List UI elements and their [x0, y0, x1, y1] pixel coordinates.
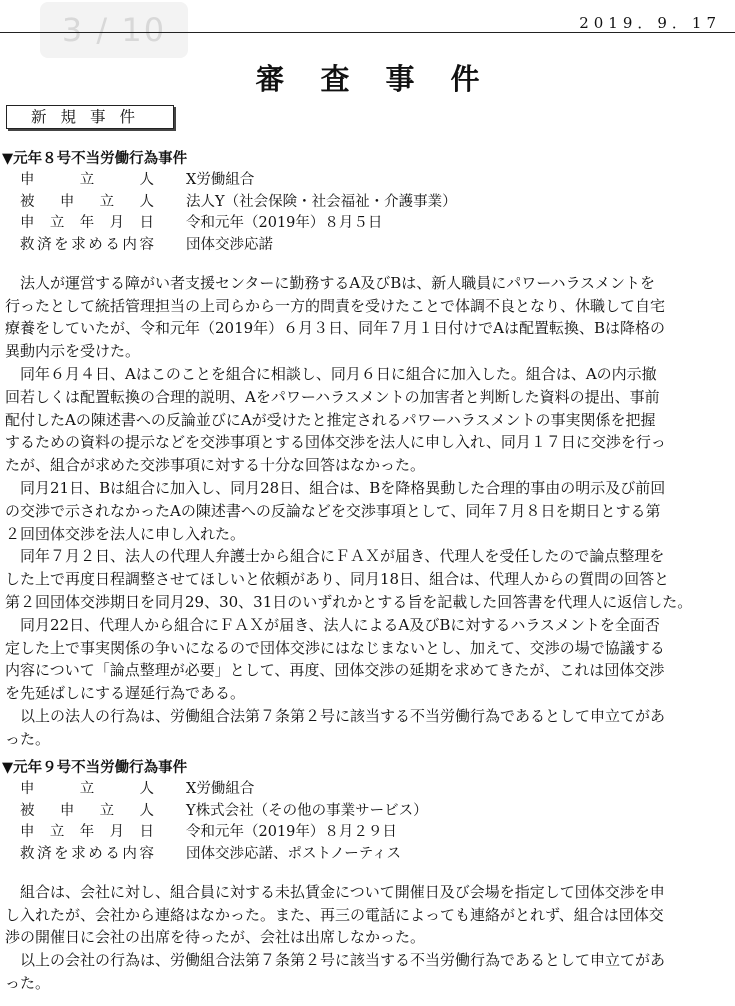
document-date: 2019．9．17	[579, 14, 721, 32]
meta-key: 申立年月日	[20, 215, 154, 232]
meta-value: 団体交渉応諾、ポストノーティス	[186, 846, 402, 863]
meta-key: 救済を求める内容	[20, 237, 154, 254]
case-body	[0, 881, 735, 995]
meta-row	[0, 844, 735, 866]
meta-key: 申立人	[20, 781, 154, 797]
meta-key: 救済を求める内容	[20, 846, 154, 863]
paragraph: 組合は、会社に対し、組合員に対する未払賃金について開催日及び会場を指定して団体交渉を申 し入れたが、会社から連絡はなかった。また、再三の電話によっても連絡がとれず、組合は団体交 渉の開催日に会社の出席を待ったが、会社は出席しなかった。	[5, 882, 665, 947]
case-meta	[0, 779, 735, 866]
meta-value: X労働組合	[186, 172, 255, 188]
header-rule	[0, 32, 735, 33]
page-counter-overlay: 3 / 10	[40, 2, 188, 58]
case-body	[0, 272, 735, 751]
page-title: 審査事件	[255, 62, 516, 96]
meta-value: 令和元年（2019年）８月２９日	[186, 824, 397, 841]
meta-value: 令和元年（2019年）８月５日	[186, 215, 383, 232]
meta-row	[0, 822, 735, 844]
meta-value: 団体交渉応諾	[186, 237, 273, 254]
meta-row	[0, 192, 735, 214]
meta-row	[0, 779, 735, 801]
paragraph: 以上の会社の行為は、労働組合法第７条第２号に該当する不当労働行為であるとして申立てがあ った。	[5, 951, 666, 992]
case-meta	[0, 170, 735, 257]
paragraph: 法人が運営する障がい者支援センターに勤務するA及びBは、新人職員にパワーハラスメントを 行ったとして統括管理担当の上司らから一方的問責を受けたことで体調不良となり、休職して自宅 療養をしていたが、令和元年（2019年）６月３日、同年７月１日付けでAは配置転換、Bは降格の 異動内示を受けた。	[5, 273, 666, 361]
paragraph: 同月21日、Bは組合に加入し、同月28日、組合は、Bを降格異動した合理的事由の明示及び前回 の交渉で示されなかったAの陳述書への反論などを交渉事項として、同年７月８日を期日とする第 ２回団体交渉を法人に申し入れた。	[5, 478, 666, 543]
case-section	[0, 758, 735, 995]
meta-row	[0, 801, 735, 823]
meta-key: 被申立人	[20, 802, 154, 819]
paragraph: 以上の法人の行為は、労働組合法第７条第２号に該当する不当労働行為であるとして申立てがあ った。	[5, 706, 666, 748]
section-label-new-cases: 新規事件	[6, 105, 174, 129]
case-section	[0, 149, 735, 750]
meta-value: 法人Y（社会保険・社会福祉・介護事業）	[186, 193, 457, 210]
case-heading: ▼元年９号不当労働行為事件	[2, 760, 188, 776]
meta-key: 申立人	[20, 172, 154, 188]
meta-value: X労働組合	[186, 781, 255, 797]
meta-row	[0, 170, 735, 192]
case-heading: ▼元年８号不当労働行為事件	[2, 151, 188, 167]
paragraph: 同年６月４日、Aはこのことを組合に相談し、同月６日に組合に加入した。組合は、Aの内示撤 回若しくは配置転換の合理的説明、Aをパワーハラスメントの加害者と判断した資料の提出、事前 配付したAの陳述書への反論並びにAが受けたと推定されるパワーハラスメントの事実関係を把握 するための資料の提示などを交渉事項とする団体交渉を法人に申し入れ、同月１７日に交渉を行っ たが、組合が求めた交渉事項に対する十分な回答はなかった。	[5, 364, 666, 475]
paragraph: 同月22日、代理人から組合にＦＡＸが届き、法人によるA及びBに対するハラスメントを全面否 定した上で事実関係の争いになるので団体交渉にはなじまないとし、加えて、交渉の場で協議する 内容について「論点整理が必要」として、再度、団体交渉の延期を求めてきたが、これは団体交渉 を先延ばしにする遅延行為である。	[5, 615, 665, 703]
meta-key: 申立年月日	[20, 824, 154, 841]
meta-key: 被申立人	[20, 193, 154, 210]
meta-value: Y株式会社（その他の事業サービス）	[186, 802, 428, 819]
paragraph: 同年７月２日、法人の代理人弁護士から組合にＦＡＸが届き、代理人を受任したので論点整理を した上で再度日程調整させてほしいと依頼があり、同月18日、組合は、代理人からの質問の回答と 第２回団体交渉期日を同月29、30、31日のいずれかとする旨を記載した回答書を代理人に返信した。	[5, 547, 693, 611]
meta-row	[0, 235, 735, 257]
meta-row	[0, 213, 735, 235]
